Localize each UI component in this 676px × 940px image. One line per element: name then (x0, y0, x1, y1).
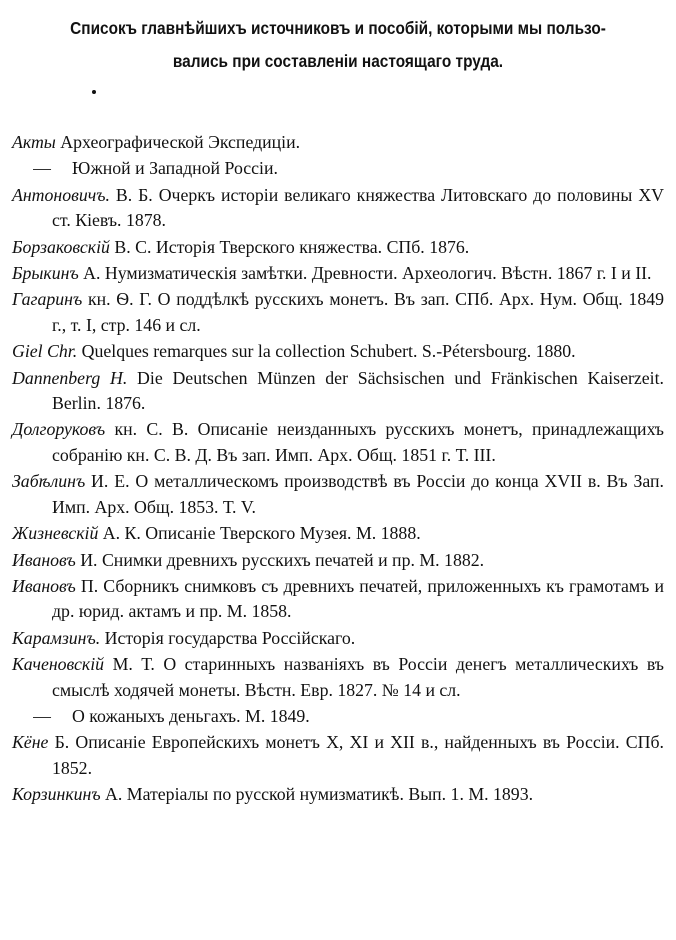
bibliography-entry (12, 339, 664, 364)
entry-text: кн. С. В. Описаніе неизданныхъ русскихъ монетъ, принадлежащихъ собранію кн. С. В. Д. Въ зап. Имп. Арх. Общ. 1851 г. Т. III. (52, 419, 664, 465)
entry-text: кн. Ѳ. Г. О поддѣлкѣ русскихъ монетъ. Въ зап. СПб. Арх. Нум. Общ. 1849 г., т. I, стр. 146 и сл. (52, 289, 664, 335)
entry-text: М. Т. О старинныхъ названіяхъ въ Россіи денегъ металлическихъ въ смыслѣ ходячей монеты. Вѣстн. Евр. 1827. № 14 и сл. (52, 654, 664, 700)
bibliography-entry (12, 548, 664, 573)
bibliography-entry (12, 156, 664, 181)
entry-text: О кожаныхъ деньгахъ. М. 1849. (72, 705, 310, 726)
entry-author: Гагаринъ (12, 289, 83, 310)
entry-text: Исторія государства Россійскаго. (100, 627, 356, 648)
entry-author: Dannenberg H. (12, 367, 128, 388)
entry-text: Археографической Экспедиціи. (55, 132, 301, 152)
entry-ditto-dash: — (33, 158, 51, 179)
entry-author: Ивановъ (12, 549, 76, 570)
bibliography-entry (12, 652, 664, 703)
entry-text: А. Матеріалы по русской нумизматикѣ. Вып. 1. М. 1893. (100, 784, 534, 805)
entry-author: Карамзинъ. (12, 627, 101, 648)
bibliography-entry (12, 287, 664, 338)
bibliography-entry (12, 183, 664, 234)
bibliography-entry (12, 366, 664, 417)
entry-author: Каченовскій (12, 654, 105, 675)
entry-text: Южной и Западной Россіи. (72, 158, 278, 179)
entry-author: Акты (12, 132, 56, 152)
entry-text: И. Е. О металлическомъ производствѣ въ Россіи до конца XVII в. Въ Зап. Имп. Арх. Общ. 1853. Т. V. (52, 471, 664, 517)
entry-author: Долгоруковъ (12, 419, 106, 440)
entry-text: Quelques remarques sur la collection Schubert. S.-Pétersbourg. 1880. (77, 341, 576, 362)
entry-text: А. Нумизматическія замѣтки. Древности. Археологич. Вѣстн. 1867 г. I и II. (78, 263, 652, 284)
bibliography-entry (12, 469, 664, 520)
entry-author: Корзинкинъ (12, 784, 101, 805)
bibliography-entry (12, 730, 664, 781)
bibliography-entry (12, 626, 664, 651)
entry-author: Ивановъ (12, 575, 76, 596)
entry-author: Кёне (12, 732, 49, 753)
entry-author: Giel Chr. (12, 341, 78, 362)
page-title-line-2: вались при составленіи настоящаго труда. (172, 51, 504, 71)
entry-text: В. Б. Очеркъ исторіи великаго княжества Литовскаго до половины XV ст. Кіевъ. 1878. (52, 184, 664, 231)
bibliography-list (12, 130, 664, 808)
entry-text: Б. Описаніе Европейскихъ монетъ X, XI и XII в., найденныхъ въ Россіи. СПб. 1852. (48, 732, 664, 778)
bibliography-entry (12, 704, 664, 729)
entry-author: Забѣлинъ (12, 471, 86, 492)
entry-author: Жизневскій (12, 523, 99, 544)
entry-text: П. Сборникъ снимковъ съ древнихъ печатей, приложенныхъ къ грамотамъ и др. юрид. актамъ и пр. М. 1858. (52, 575, 664, 622)
entry-text: Die Deutschen Münzen der Sächsischen und Fränkischen Kaiserzeit. Berlin. 1876. (52, 367, 665, 414)
bibliography-entry (12, 574, 664, 625)
bibliography-entry (12, 261, 664, 286)
entry-author: Брыкинъ (12, 263, 79, 284)
bibliography-entry (12, 130, 664, 155)
entry-author: Борзаковскій (12, 236, 110, 257)
bibliography-entry (12, 782, 664, 807)
page-title-line-1: Списокъ главнѣйшихъ источниковъ и пособій, которыми мы пользо- (70, 18, 606, 38)
entry-author: Антоновичъ. (12, 184, 110, 205)
ink-dot (12, 78, 664, 106)
bibliography-entry (12, 417, 664, 468)
entry-text: А. К. Описаніе Тверского Музея. М. 1888. (98, 523, 421, 544)
entry-text: В. С. Исторія Тверского княжества. СПб. 1876. (109, 236, 470, 257)
entry-ditto-dash: — (33, 705, 51, 726)
bibliography-entry (12, 521, 664, 546)
bibliography-entry (12, 235, 664, 260)
entry-text: И. Снимки древнихъ русскихъ печатей и пр. М. 1882. (75, 549, 485, 570)
